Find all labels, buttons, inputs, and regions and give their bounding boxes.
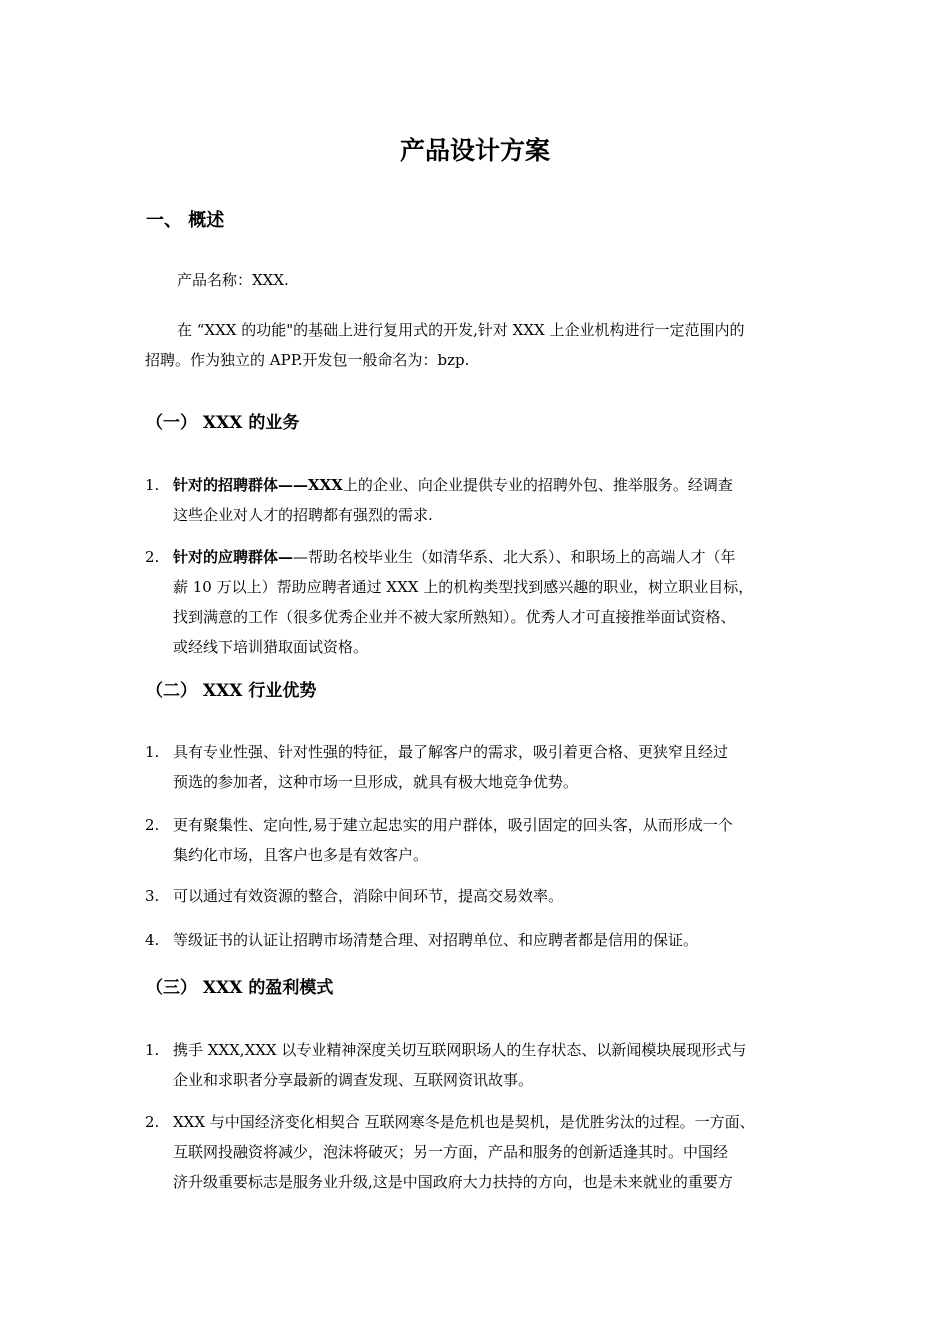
list-item [145, 542, 825, 662]
list-item [145, 810, 825, 870]
list-item-text: 薪 10 万以上）帮助应聘者通过 XXX 上的机构类型找到感兴趣的职业，树立职业目标， [173, 578, 754, 596]
list-item-text: 集约化市场，且客户也多是有效客户。 [173, 846, 429, 864]
list-number: 3. [145, 887, 160, 905]
intro-line: 在 “XXX 的功能"的基础上进行复用式的开发,针对 XXX 上企业机构进行一定范围内的 [177, 321, 745, 339]
list-item [145, 470, 825, 530]
list-item-text: 企业和求职者分享最新的调查发现、互联网资讯故事。 [173, 1071, 534, 1089]
list-item-text: 这些企业对人才的招聘都有强烈的需求. [173, 506, 433, 524]
list-item-text: 可以通过有效资源的整合，消除中间环节，提高交易效率。 [173, 887, 564, 905]
list-item-text: XXX 与中国经济变化相契合 互联网寒冬是危机也是契机，是优胜劣汰的过程。一方面、 [173, 1113, 755, 1131]
subsection-heading-profit-model: （三） XXX 的盈利模式 [146, 978, 334, 998]
list-item [145, 881, 825, 911]
list-item-bold-lead: 针对的招聘群体——XXX [173, 476, 343, 494]
list-item-text: 预选的参加者，这种市场一旦形成，就具有极大地竞争优势。 [173, 773, 579, 791]
list-item-text: 携手 XXX,XXX 以专业精神深度关切互联网职场人的生存状态、以新闻模块展现形式与 [173, 1041, 747, 1059]
list-number: 1. [145, 743, 160, 761]
section-heading-overview: 一、 概述 [146, 210, 225, 231]
list-item [145, 925, 825, 955]
intro-paragraph [145, 315, 810, 375]
list-number: 2. [145, 1113, 160, 1131]
list-item-text: 济升级重要标志是服务业升级,这是中国政府大力扶持的方向，也是未来就业的重要方 [173, 1173, 733, 1191]
list-number: 4. [145, 931, 160, 949]
subsection-heading-business: （一） XXX 的业务 [146, 413, 300, 433]
list-item-text: 更有聚集性、定向性,易于建立起忠实的用户群体，吸引固定的回头客，从而形成一个 [173, 816, 733, 834]
list-item-text: 或经线下培训猎取面试资格。 [173, 638, 369, 656]
list-item [145, 737, 825, 797]
page-title: 产品设计方案 [399, 136, 550, 165]
list-item-text: 具有专业性强、针对性强的特征，最了解客户的需求，吸引着更合格、更狭窄且经过 [173, 743, 729, 761]
list-item-text: 找到满意的工作（很多优秀企业并不被大家所熟知）。优秀人才可直接推举面试资格、 [173, 608, 736, 626]
list-item-bold-lead: 针对的应聘群体— [173, 548, 294, 566]
list-number: 1. [145, 1041, 160, 1059]
list-number: 1. [145, 476, 160, 494]
list-item-text: 互联网投融资将减少，泡沫将破灭；另一方面，产品和服务的创新适逢其时。中国经 [173, 1143, 729, 1161]
intro-line: 招聘。作为独立的 APP.开发包一般命名为：bzp. [145, 351, 470, 369]
list-item [145, 1107, 825, 1197]
product-name-line: 产品名称：XXX. [177, 271, 289, 289]
list-number: 2. [145, 816, 160, 834]
list-item [145, 1035, 825, 1095]
list-item-text: —帮助名校毕业生（如清华系、北大系）、和职场上的高端人才（年 [293, 548, 736, 566]
subsection-heading-advantages: （二） XXX 行业优势 [146, 681, 317, 701]
list-number: 2. [145, 548, 160, 566]
list-item-text: 上的企业、向企业提供专业的招聘外包、推举服务。经调查 [342, 476, 733, 494]
list-item-text: 等级证书的认证让招聘市场清楚合理、对招聘单位、和应聘者都是信用的保证。 [173, 931, 699, 949]
